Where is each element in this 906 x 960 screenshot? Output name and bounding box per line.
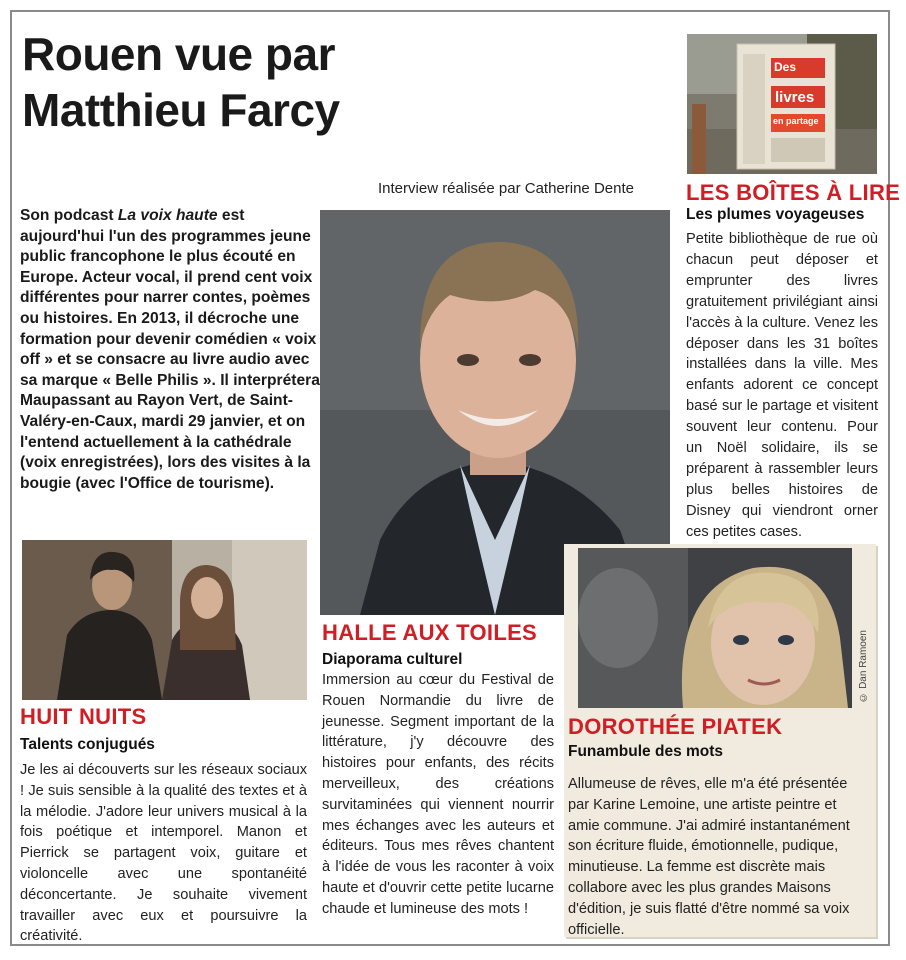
- band-illustration: [22, 540, 307, 700]
- interview-credit: Interview réalisée par Catherine Dente: [378, 180, 634, 197]
- halle-subhead: Diaporama culturel: [322, 651, 463, 668]
- intro-after: est aujourd'hui l'un des programmes jeune public francophone le plus écouté en Europe. Acteur vocal, il prend cent voix différentes pour narrer contes, poèmes ou histoires. En 2013, il décroche une formation pour devenir comédien « voix off » et se consacre au livre audio avec sa marque « Belle Philis ». Il interprétera Maupassant au Rayon Vert, de Saint-Valéry-en-Caux, mardi 29 janvier, et on l'entend actuellement à la cathédrale (voix enregistrées), lors des visites à la bougie (avec l'Office de tourisme).: [20, 207, 320, 492]
- boites-subhead: Les plumes voyageuses: [686, 206, 865, 223]
- huit-text: Je les ai découverts sur les réseaux sociaux ! Je suis sensible à la qualité des textes et à la mélodie. J'adore leur univers musical à la fois poétique et intemporel. Manon et Pierrick se partagent voix, guitare et violoncelle avec une spontanéité déconcertante. Je souhaite vivement travailler avec eux et poursuivre la créativité.: [20, 762, 307, 945]
- intro-paragraph: [20, 206, 320, 494]
- halle-text: Immersion au cœur du Festival de Rouen Normandie du livre de jeunesse. Segment important de la littérature, j'y découvre des histoires pour enfants, des récits merveilleux, des créations survitaminées qui viennent nourrir mes échanges avec les auteurs et éditeurs. Tous mes rêves chantent à l'idée de vous les raconter à voix haute et d'ouvrir cette petite lucarne chaude et lumineuse des mots !: [322, 672, 554, 917]
- dorothee-heading: DOROTHÉE PIATEK: [568, 714, 783, 739]
- page-title: [22, 26, 382, 138]
- podcast-name: La voix haute: [117, 207, 218, 224]
- book-box-sign-mid: livres: [775, 89, 815, 106]
- title-line-2: Matthieu Farcy: [22, 84, 340, 136]
- boites-text: Petite bibliothèque de rue où chacun peut déposer et emprunter des livres gratuitement privilégiant ainsi l'accès à la culture. Venez les déposer dans les 31 boîtes installées dans la ville. Mes enfants adorent ce concept basé sur le partage et visitent souvent leur contenu. Pour un Noël solidaire, ils se préparent à rassembler leurs plus belles histoires de Disney qui viendront orner ces petites cases.: [686, 231, 878, 540]
- dorothee-photo-credit: © Dan Ramoen: [858, 630, 869, 703]
- huit-subhead: Talents conjugués: [20, 736, 155, 753]
- huit-nuits-photo: [22, 540, 307, 700]
- dorothee-subhead: Funambule des mots: [568, 743, 724, 760]
- dorothee-text: Allumeuse de rêves, elle m'a été présentée par Karine Lemoine, une artiste peintre et amie commune. J'ai admiré instantanément son écriture fluide, émotionnelle, pudique, minutieuse. La femme est discrète mais collabore avec les plus grandes Maisons d'édition, je suis flatté d'être nommé sa voix officielle.: [568, 776, 850, 938]
- halle-heading: HALLE AUX TOILES: [322, 620, 538, 645]
- boites-heading: LES BOÎTES À LIRE: [686, 180, 901, 205]
- title-line-1: Rouen vue par: [22, 28, 336, 80]
- dorothee-illustration: [578, 548, 852, 708]
- intro-before: Son podcast: [20, 207, 118, 224]
- dorothee-photo: [578, 548, 852, 708]
- book-box-photo: [687, 34, 877, 174]
- huit-heading: HUIT NUITS: [20, 704, 147, 729]
- book-box-sign-top: Des: [774, 60, 797, 74]
- book-box-sign-bottom: en partage: [773, 116, 819, 126]
